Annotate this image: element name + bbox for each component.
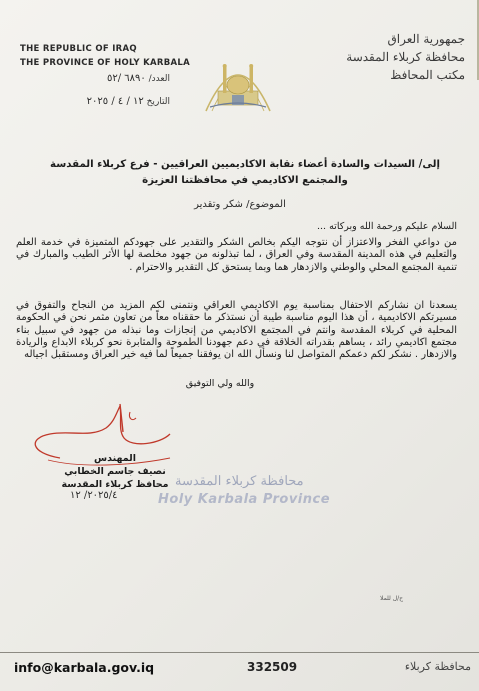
- footer-arabic: محافظة كربلاء: [404, 660, 471, 673]
- reference-date-label: التاريخ: [146, 97, 170, 107]
- reference-date-value: ١٢ / ٤ / ٢٠٢٥: [86, 96, 144, 107]
- cc-note: ح/ل للملا: [380, 595, 404, 602]
- recipient-line-1: إلى/ السيدات والسادة أعضاء نقابة الاكاديميين العراقيين - فرع كربلاء المقدسة: [50, 159, 440, 170]
- header-arabic: [315, 30, 465, 84]
- body-paragraph-2: يسعدنا ان نشاركم الاحتفال بمناسبة يوم الاكاديمي العراقي ونتمنى لكم المزيد من النجاح والتفوق في مسيرتكم الاكاديمية ، أن هذا اليوم مناسبة طيبة أن نستذكر ما حققناه معاً من تعاون مثمر نحن في الحكومة المحلية في كربلاء المقدسة وانتم في المجتمع الاكاديمي من إنجازات وما نبذله من جهود في سبيل بناء مجتمع اكاديمي رائد ، يساهم بقدراته الخلاقة في دعم جهودنا الطموحة والمثابرة نحو كربلاء الابداع والريادة والازدهار . نشكر لكم دعمكم المتواصل لنا ونسأل الله ان يوفقنا جميعاً لما فيه خير العراق ومستقبل اجياله: [16, 300, 457, 361]
- greeting-line: السلام عليكم ورحمة الله وبركاته ...: [317, 221, 457, 232]
- reference-number: [30, 73, 170, 84]
- header-english: [20, 42, 191, 70]
- signature-date: ٢٠٢٥/٤/ ١٢: [70, 490, 118, 501]
- recipient-block: [30, 157, 460, 189]
- signatory-title: المهندس: [94, 453, 136, 464]
- body-paragraph-1: من دواعي الفخر والاعتزاز أن نتوجه اليكم بخالص الشكر والتقدير على جهودكم المتميزة في خدمة العلم والتعليم في هذه المدينة المقدسة وفي العراق ، لما تبذلونه من جهود مخلصة لها الأثر الطيب والمبارك في تنمية المجتمع المحلي والوطني والازدهار هما وبما يستحق كل التقدير والاحترام .: [16, 237, 457, 273]
- footer-email: info@karbala.gov.iq: [14, 660, 155, 675]
- footer-serial-number: 332509: [247, 660, 298, 674]
- header-en-republic: THE REPUBLIC OF IRAQ: [20, 44, 137, 54]
- header-ar-republic: جمهورية العراق: [387, 32, 465, 46]
- reference-number-value: ٦٨٩٠ /٥٢: [106, 73, 146, 84]
- stamp-english-text: Holy Karbala Province: [158, 492, 331, 507]
- header-en-province: THE PROVINCE OF HOLY KARBALA: [20, 58, 191, 68]
- footer-divider: [0, 652, 479, 653]
- signatory-position: محافظ كربلاء المقدسة: [61, 479, 169, 490]
- recipient-line-2: والمجتمع الاكاديمي في محافظتنا العزيزة: [142, 175, 348, 186]
- shrine-emblem-icon: [202, 45, 274, 113]
- header-ar-office: مكتب المحافظ: [390, 68, 465, 82]
- reference-date: [30, 96, 170, 107]
- signatory-block: [50, 452, 180, 491]
- stamp-arabic-text: محافظة كربلاء المقدسة: [175, 474, 304, 489]
- closing-line: والله ولي التوفيق: [185, 378, 255, 389]
- signatory-name: نصيف جاسم الخطابي: [64, 466, 166, 477]
- reference-number-label: العدد/: [148, 74, 170, 84]
- subject-line: الموضوع/ شكر وتقدير: [194, 199, 286, 210]
- header-ar-province: محافظة كربلاء المقدسة: [346, 50, 465, 64]
